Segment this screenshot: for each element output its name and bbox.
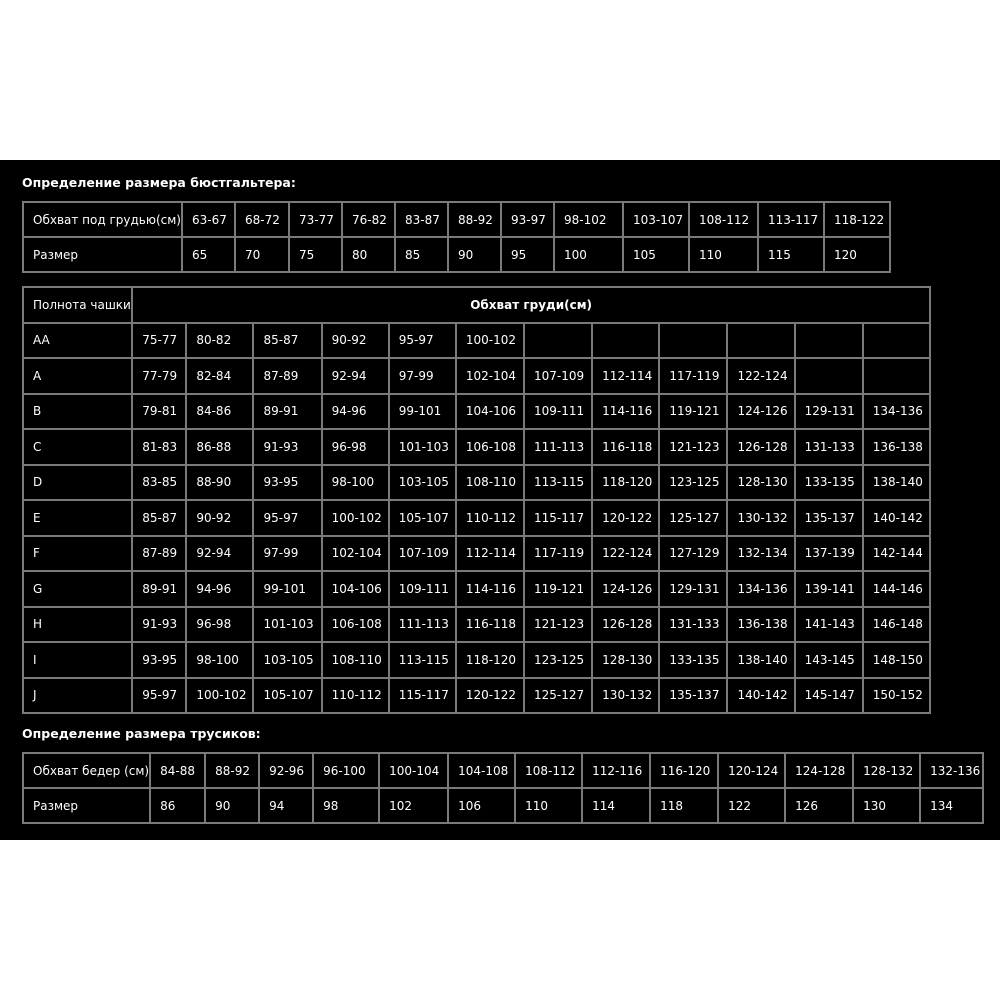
- bust-range-cell: 105-107: [389, 500, 456, 536]
- cup-label-cell: G: [23, 571, 132, 607]
- bust-range-cell: 92-94: [186, 536, 253, 572]
- panty-size-cell: 110: [515, 788, 582, 823]
- bust-range-cell: 101-103: [253, 607, 321, 643]
- bust-range-cell: 122-124: [592, 536, 659, 572]
- bust-range-cell: 117-119: [524, 536, 592, 572]
- bust-range-cell: 120-122: [592, 500, 659, 536]
- bust-range-cell: 139-141: [795, 571, 863, 607]
- bust-range-cell: [795, 323, 863, 359]
- cup-label-cell: D: [23, 465, 132, 501]
- cup-row: [23, 607, 930, 643]
- bust-range-cell: 95-97: [132, 678, 186, 714]
- bust-range-cell: 114-116: [592, 394, 659, 430]
- panty-size-cell: 118: [650, 788, 718, 823]
- hip-range-cell: 112-116: [582, 753, 650, 788]
- panty-size-cell: 134: [920, 788, 983, 823]
- hip-range-cell: 120-124: [718, 753, 785, 788]
- bust-range-cell: 102-104: [322, 536, 389, 572]
- hip-range-cell: 92-96: [259, 753, 313, 788]
- bust-range-cell: 79-81: [132, 394, 186, 430]
- band-range-cell: 68-72: [235, 202, 289, 237]
- panty-size-cell: 114: [582, 788, 650, 823]
- cup-row: [23, 465, 930, 501]
- bust-range-cell: 96-98: [186, 607, 253, 643]
- bust-range-cell: 89-91: [132, 571, 186, 607]
- bust-range-cell: 107-109: [389, 536, 456, 572]
- cup-label-cell: E: [23, 500, 132, 536]
- bust-range-cell: 135-137: [659, 678, 727, 714]
- bust-range-cell: 116-118: [592, 429, 659, 465]
- bust-range-cell: 86-88: [186, 429, 253, 465]
- bust-range-cell: 104-106: [322, 571, 389, 607]
- bust-range-cell: 140-142: [727, 678, 794, 714]
- bust-range-cell: 109-111: [389, 571, 456, 607]
- bust-range-cell: 75-77: [132, 323, 186, 359]
- bust-range-cell: 83-85: [132, 465, 186, 501]
- bust-range-cell: 129-131: [795, 394, 863, 430]
- bust-range-cell: [795, 358, 863, 394]
- bust-range-cell: 99-101: [389, 394, 456, 430]
- bust-range-cell: 102-104: [456, 358, 524, 394]
- bust-range-cell: [863, 358, 930, 394]
- bust-range-cell: 126-128: [727, 429, 794, 465]
- bust-range-cell: 89-91: [253, 394, 321, 430]
- bust-range-cell: 143-145: [795, 642, 863, 678]
- bust-range-cell: 110-112: [322, 678, 389, 714]
- panty-size-row-label: Размер: [23, 788, 150, 823]
- bust-range-cell: 118-120: [592, 465, 659, 501]
- bust-range-cell: 104-106: [456, 394, 524, 430]
- panty-size-cell: 90: [205, 788, 259, 823]
- bust-range-cell: 113-115: [524, 465, 592, 501]
- bust-range-cell: 98-100: [186, 642, 253, 678]
- bust-range-cell: 118-120: [456, 642, 524, 678]
- bust-range-cell: 97-99: [389, 358, 456, 394]
- bust-range-cell: 131-133: [659, 607, 727, 643]
- bust-range-cell: 128-130: [592, 642, 659, 678]
- hip-range-cell: 100-104: [379, 753, 448, 788]
- bust-range-cell: 91-93: [253, 429, 321, 465]
- cup-label-cell: C: [23, 429, 132, 465]
- hip-range-cell: 84-88: [150, 753, 205, 788]
- bust-range-cell: 121-123: [659, 429, 727, 465]
- bust-range-cell: 103-105: [389, 465, 456, 501]
- bust-range-cell: 103-105: [253, 642, 321, 678]
- band-row-label: Обхват под грудью(см): [23, 202, 182, 237]
- bust-range-cell: 137-139: [795, 536, 863, 572]
- bust-range-cell: 108-110: [322, 642, 389, 678]
- cup-label-cell: I: [23, 642, 132, 678]
- bust-range-cell: 91-93: [132, 607, 186, 643]
- cup-table-header-row: [23, 287, 930, 323]
- band-range-cell: 103-107: [623, 202, 689, 237]
- bra-size-row: [23, 237, 890, 272]
- bust-range-cell: 113-115: [389, 642, 456, 678]
- bust-range-cell: 106-108: [456, 429, 524, 465]
- bust-range-cell: 109-111: [524, 394, 592, 430]
- bust-range-cell: 117-119: [659, 358, 727, 394]
- bust-range-cell: 135-137: [795, 500, 863, 536]
- band-range-cell: 83-87: [395, 202, 448, 237]
- bust-range-cell: 150-152: [863, 678, 930, 714]
- panty-size-cell: 94: [259, 788, 313, 823]
- band-row: [23, 202, 890, 237]
- panty-size-cell: 106: [448, 788, 515, 823]
- bust-range-cell: 126-128: [592, 607, 659, 643]
- hip-row-label: Обхват бедер (см): [23, 753, 150, 788]
- band-range-cell: 88-92: [448, 202, 501, 237]
- bust-range-cell: 111-113: [524, 429, 592, 465]
- bust-range-cell: 93-95: [253, 465, 321, 501]
- bust-range-cell: [592, 323, 659, 359]
- hip-range-cell: 132-136: [920, 753, 983, 788]
- bust-range-cell: 141-143: [795, 607, 863, 643]
- bra-size-cell: 95: [501, 237, 554, 272]
- bust-range-cell: 129-131: [659, 571, 727, 607]
- hip-range-cell: 128-132: [853, 753, 920, 788]
- hip-range-cell: 96-100: [313, 753, 379, 788]
- panty-size-cell: 102: [379, 788, 448, 823]
- band-range-cell: 118-122: [824, 202, 890, 237]
- bust-range-cell: 88-90: [186, 465, 253, 501]
- bust-range-cell: 97-99: [253, 536, 321, 572]
- bust-range-cell: 84-86: [186, 394, 253, 430]
- cup-row: [23, 536, 930, 572]
- bust-range-cell: 130-132: [592, 678, 659, 714]
- bust-range-cell: [524, 323, 592, 359]
- bra-size-cell: 100: [554, 237, 623, 272]
- band-range-cell: 108-112: [689, 202, 758, 237]
- bust-range-cell: 114-116: [456, 571, 524, 607]
- cup-row: [23, 500, 930, 536]
- bust-range-cell: 98-100: [322, 465, 389, 501]
- band-range-cell: 73-77: [289, 202, 342, 237]
- cup-row: [23, 571, 930, 607]
- bust-range-cell: 85-87: [132, 500, 186, 536]
- panty-size-row: [23, 788, 983, 823]
- bust-range-cell: 100-102: [186, 678, 253, 714]
- hip-range-cell: 88-92: [205, 753, 259, 788]
- cup-row: [23, 678, 930, 714]
- bust-range-cell: 116-118: [456, 607, 524, 643]
- bust-range-cell: 120-122: [456, 678, 524, 714]
- bust-range-cell: 94-96: [186, 571, 253, 607]
- bust-range-cell: [727, 323, 794, 359]
- cup-row: [23, 323, 930, 359]
- band-range-cell: 98-102: [554, 202, 623, 237]
- bust-range-cell: 132-134: [727, 536, 794, 572]
- bust-range-cell: 108-110: [456, 465, 524, 501]
- hip-range-cell: 124-128: [785, 753, 853, 788]
- bust-range-cell: 136-138: [727, 607, 794, 643]
- bust-range-cell: 110-112: [456, 500, 524, 536]
- hip-range-cell: 108-112: [515, 753, 582, 788]
- cup-column-header: Полнота чашки: [23, 287, 132, 323]
- bra-size-cell: 85: [395, 237, 448, 272]
- bust-range-cell: 145-147: [795, 678, 863, 714]
- cup-label-cell: J: [23, 678, 132, 714]
- cup-row: [23, 429, 930, 465]
- bra-size-cell: 65: [182, 237, 235, 272]
- bra-size-heading: Определение размера бюстгальтера:: [22, 175, 296, 190]
- bust-range-cell: 123-125: [524, 642, 592, 678]
- bust-range-cell: 128-130: [727, 465, 794, 501]
- band-range-cell: 93-97: [501, 202, 554, 237]
- bust-range-cell: 121-123: [524, 607, 592, 643]
- bust-range-cell: 148-150: [863, 642, 930, 678]
- bust-range-cell: 99-101: [253, 571, 321, 607]
- cup-label-cell: B: [23, 394, 132, 430]
- bust-range-cell: 95-97: [253, 500, 321, 536]
- band-range-cell: 113-117: [758, 202, 824, 237]
- bust-range-cell: 131-133: [795, 429, 863, 465]
- bust-range-cell: 119-121: [524, 571, 592, 607]
- bust-range-cell: 142-144: [863, 536, 930, 572]
- bust-range-cell: 87-89: [253, 358, 321, 394]
- bust-range-cell: 124-126: [592, 571, 659, 607]
- bust-range-cell: 115-117: [389, 678, 456, 714]
- bra-size-cell: 70: [235, 237, 289, 272]
- panty-size-cell: 98: [313, 788, 379, 823]
- bust-range-cell: 122-124: [727, 358, 794, 394]
- band-range-cell: 76-82: [342, 202, 395, 237]
- bust-range-cell: 127-129: [659, 536, 727, 572]
- bust-range-cell: 93-95: [132, 642, 186, 678]
- bust-range-cell: 101-103: [389, 429, 456, 465]
- bust-range-cell: 133-135: [795, 465, 863, 501]
- cup-table-body: [23, 323, 930, 714]
- bust-range-cell: 112-114: [592, 358, 659, 394]
- bust-range-cell: 80-82: [186, 323, 253, 359]
- bra-size-cell: 75: [289, 237, 342, 272]
- panty-size-table: [22, 752, 984, 824]
- bust-range-cell: 87-89: [132, 536, 186, 572]
- bust-range-cell: 125-127: [524, 678, 592, 714]
- bust-range-cell: 144-146: [863, 571, 930, 607]
- bra-size-row-label: Размер: [23, 237, 182, 272]
- bust-range-cell: 90-92: [186, 500, 253, 536]
- bust-range-cell: 112-114: [456, 536, 524, 572]
- bust-range-cell: 106-108: [322, 607, 389, 643]
- cup-label-cell: AA: [23, 323, 132, 359]
- bust-range-cell: 85-87: [253, 323, 321, 359]
- bust-range-cell: 81-83: [132, 429, 186, 465]
- bust-range-cell: 134-136: [727, 571, 794, 607]
- panty-size-cell: 130: [853, 788, 920, 823]
- size-chart-panel: [0, 160, 1000, 840]
- bust-range-cell: 100-102: [456, 323, 524, 359]
- bust-range-cell: 130-132: [727, 500, 794, 536]
- bra-size-cell: 115: [758, 237, 824, 272]
- hip-row: [23, 753, 983, 788]
- bust-range-cell: [863, 323, 930, 359]
- bust-range-cell: 124-126: [727, 394, 794, 430]
- bust-range-cell: 92-94: [322, 358, 389, 394]
- panty-size-cell: 126: [785, 788, 853, 823]
- bra-size-cell: 120: [824, 237, 890, 272]
- bust-column-header: Обхват груди(см): [132, 287, 930, 323]
- bust-range-cell: 111-113: [389, 607, 456, 643]
- bra-size-cell: 80: [342, 237, 395, 272]
- bra-band-table: [22, 201, 891, 273]
- panty-size-cell: 86: [150, 788, 205, 823]
- hip-range-cell: 104-108: [448, 753, 515, 788]
- bust-range-cell: 115-117: [524, 500, 592, 536]
- cup-row: [23, 358, 930, 394]
- bra-size-cell: 90: [448, 237, 501, 272]
- bust-range-cell: 107-109: [524, 358, 592, 394]
- cup-label-cell: F: [23, 536, 132, 572]
- bust-range-cell: 140-142: [863, 500, 930, 536]
- hip-range-cell: 116-120: [650, 753, 718, 788]
- bust-range-cell: 90-92: [322, 323, 389, 359]
- bust-range-cell: 133-135: [659, 642, 727, 678]
- cup-row: [23, 394, 930, 430]
- bust-range-cell: 125-127: [659, 500, 727, 536]
- bust-range-cell: 105-107: [253, 678, 321, 714]
- bust-range-cell: 95-97: [389, 323, 456, 359]
- bra-size-cell: 105: [623, 237, 689, 272]
- bust-range-cell: 134-136: [863, 394, 930, 430]
- cup-size-table: [22, 286, 931, 714]
- bust-range-cell: 82-84: [186, 358, 253, 394]
- bust-range-cell: 136-138: [863, 429, 930, 465]
- band-range-cell: 63-67: [182, 202, 235, 237]
- cup-label-cell: A: [23, 358, 132, 394]
- bust-range-cell: 119-121: [659, 394, 727, 430]
- bra-size-cell: 110: [689, 237, 758, 272]
- bust-range-cell: 100-102: [322, 500, 389, 536]
- bust-range-cell: 146-148: [863, 607, 930, 643]
- bust-range-cell: 94-96: [322, 394, 389, 430]
- bust-range-cell: 138-140: [727, 642, 794, 678]
- panty-size-cell: 122: [718, 788, 785, 823]
- cup-row: [23, 642, 930, 678]
- bust-range-cell: 77-79: [132, 358, 186, 394]
- bust-range-cell: 138-140: [863, 465, 930, 501]
- bust-range-cell: 96-98: [322, 429, 389, 465]
- cup-label-cell: H: [23, 607, 132, 643]
- bust-range-cell: 123-125: [659, 465, 727, 501]
- panty-size-heading: Определение размера трусиков:: [22, 726, 261, 741]
- bust-range-cell: [659, 323, 727, 359]
